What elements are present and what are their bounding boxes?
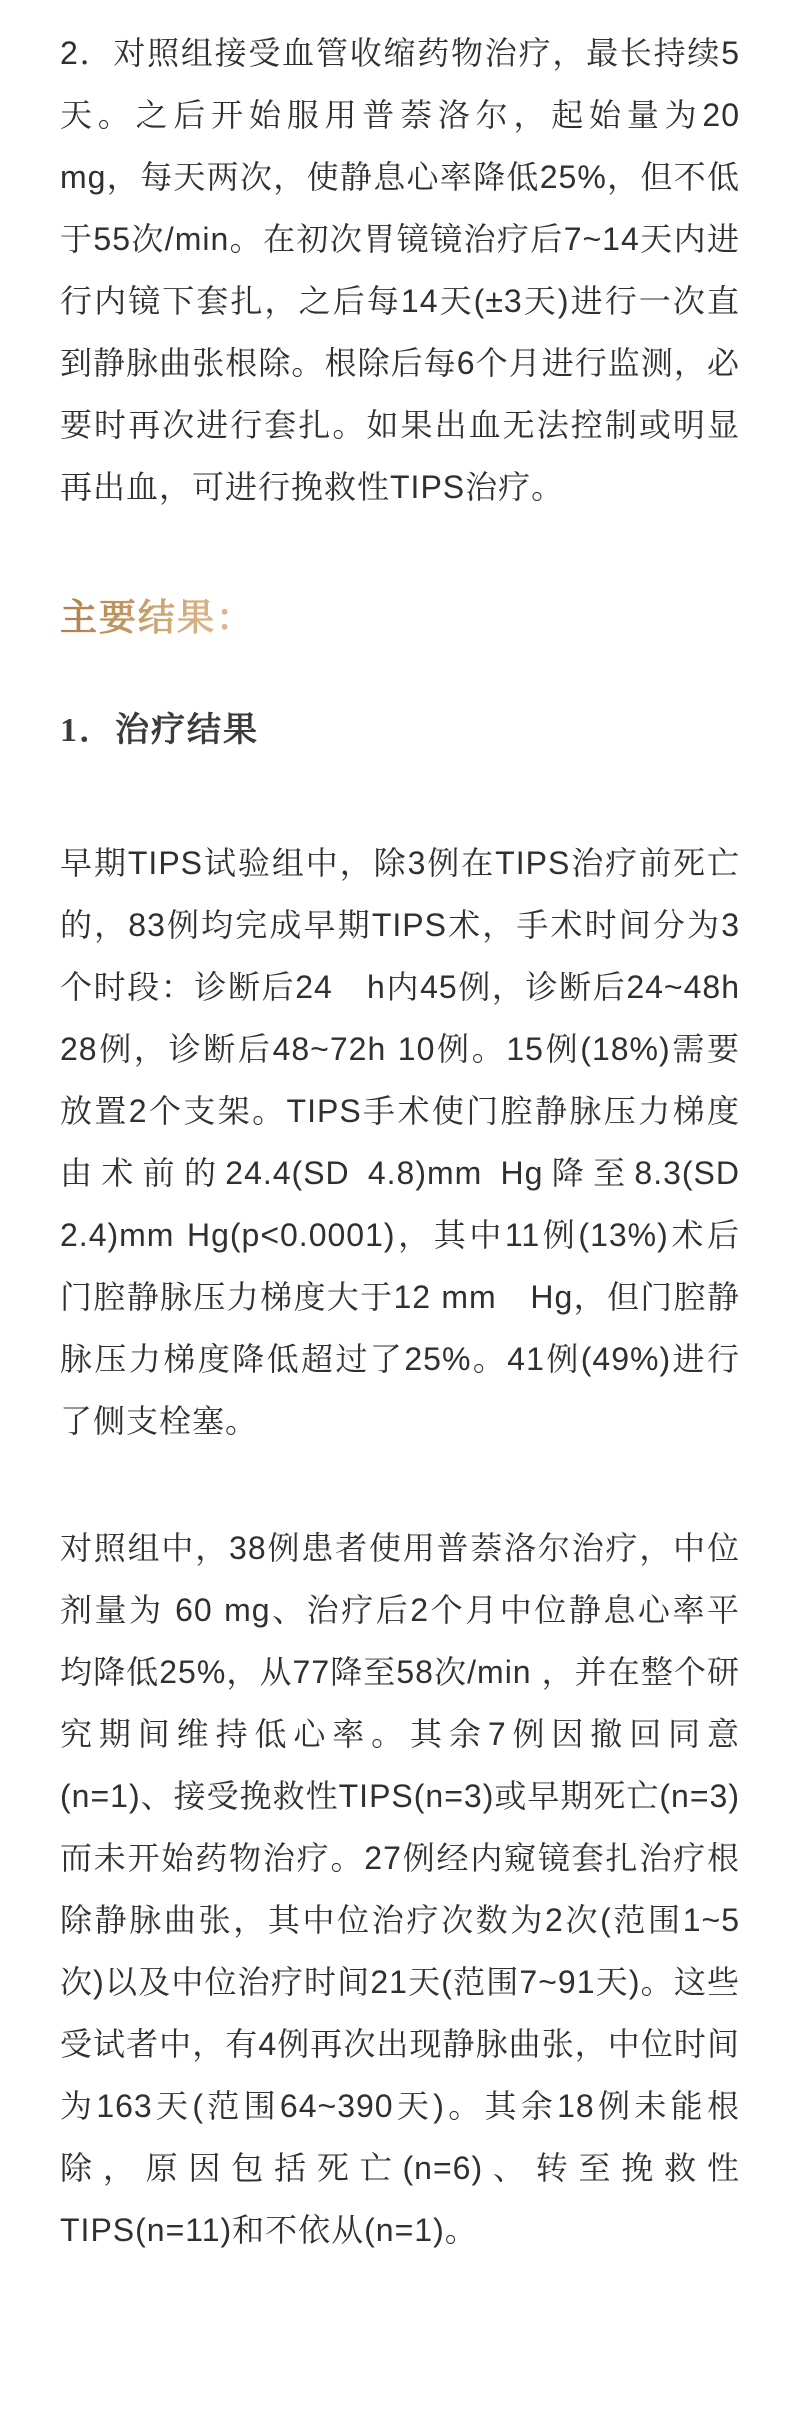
section-heading-main-results: 主要结果： xyxy=(60,593,255,645)
paragraph-control-group-protocol: 2．对照组接受血管收缩药物治疗，最长持续5天。之后开始服用普萘洛尔，起始量为20 mg，每天两次，使静息心率降低25%，但不低于55次/min。在初次胃镜镜治疗后7~14天内进行内镜下套扎，之后每14天(±3天)进行一次直到静脉曲张根除。根除后每6个月进行监测，必要时再次进行套扎。如果出血无法控制或明显再出血，可进行挽救性TIPS治疗。 xyxy=(60,35,740,505)
paragraph-control-group-results: 对照组中，38例患者使用普萘洛尔治疗，中位剂量为 60 mg、治疗后2个月中位静息心率平均降低25%，从77降至58次/min ，并在整个研究期间维持低心率。其余7例因撤回同意(n=1)、接受挽救性TIPS(n=3)或早期死亡(n=3)而未开始药物治疗。27例经内窥镜套扎治疗根除静脉曲张，其中位治疗次数为2次(范围1~5次)以及中位治疗时间21天(范围7~91天)。这些受试者中，有4例再次出现静脉曲张，中位时间为163天(范围64~390天)。其余18例未能根除，原因包括死亡(n=6)、转至挽救性TIPS(n=11)和不依从(n=1)。 xyxy=(60,1530,740,2248)
subsection-heading-treatment-results: 1．治疗结果 xyxy=(60,712,259,749)
paragraph-early-tips-results: 早期TIPS试验组中，除3例在TIPS治疗前死亡的，83例均完成早期TIPS术，手术时间分为3个时段：诊断后24 h内45例，诊断后24~48h 28例，诊断后48~72h 10例。15例(18%)需要放置2个支架。TIPS手术使门腔静脉压力梯度由术前的24.4(SD 4.8)mm Hg降至8.3(SD 2.4)mm Hg(p<0.0001)，其中11例(13%)术后门腔静脉压力梯度大于12 mm Hg，但门腔静脉压力梯度降低超过了25%。41例(49%)进行了侧支栓塞。 xyxy=(60,845,740,1439)
